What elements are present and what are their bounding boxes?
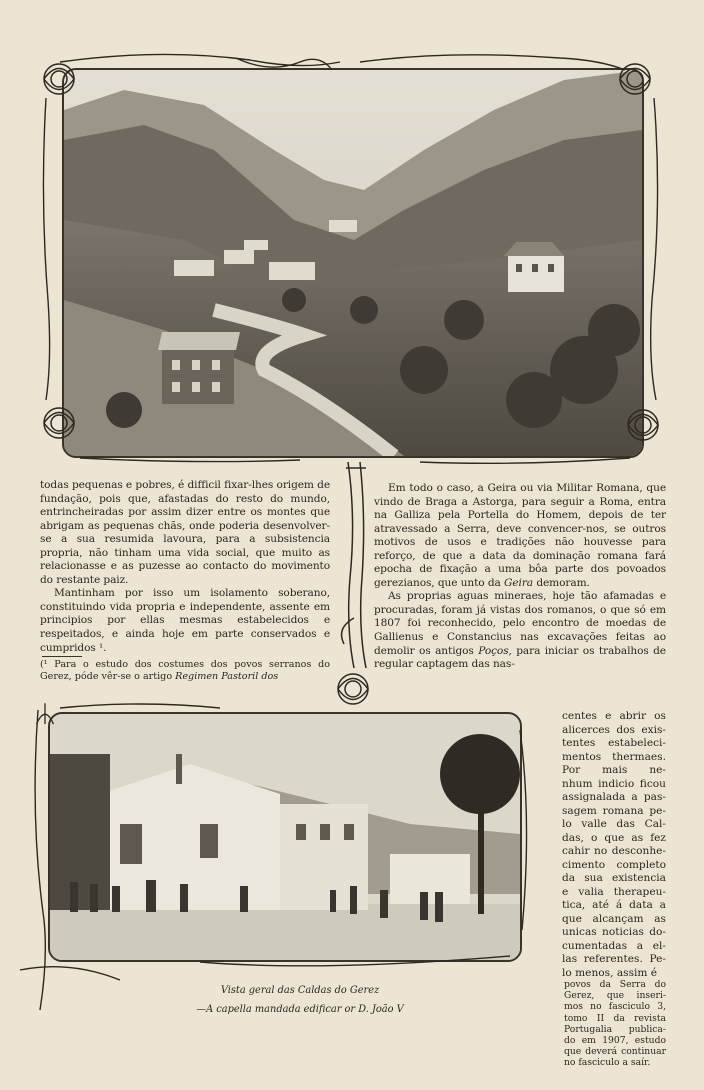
narrow_column-line: da sua existencia — [562, 872, 666, 884]
bottom-frame-ornament — [0, 700, 560, 1020]
narrow_column-line: Por mais ne- — [562, 764, 666, 776]
narrow_column-line: lo menos, assim é — [562, 966, 658, 979]
rose-ornament-icon — [36, 400, 82, 446]
narrow_footnote-line: que deverá continuar — [564, 1046, 666, 1058]
right-column — [374, 482, 666, 672]
footnote-text: Para o estudo dos costumes dos povos serranos do Gerez, póde vêr-se o artigo — [40, 659, 330, 683]
narrow_column-line: tentes estabeleci- — [562, 737, 666, 749]
rose-ornament-icon — [36, 56, 82, 102]
narrow_column-line: unicas noticias do- — [562, 926, 666, 938]
narrow_column-line: assignalada a pas- — [562, 791, 666, 803]
left-paragraph-2: Mantinham por isso um isolamento soberano, constituindo vida propria e independente, assente em principios por ellas mesmas estabelecidos e respeitados, e ainda hoje em parte conservados e cumpridos ¹. — [40, 587, 330, 654]
rose-ornament-icon — [612, 56, 658, 102]
narrow_column-line: sagem romana pe- — [562, 804, 666, 817]
narrow_column-line: alicerces dos exis- — [562, 723, 666, 736]
left-column — [40, 479, 330, 655]
narrow_footnote-line: povos da Serra do — [564, 979, 666, 990]
caption-bottom-photo: —A capella mandada edificar or D. João V — [196, 1004, 404, 1015]
narrow_column-line: tica, até á data a — [562, 899, 666, 911]
rose-ornament-icon — [620, 402, 666, 448]
geira-term: Geira — [504, 576, 534, 589]
right-paragraph-1: Em todo o caso, a Geira ou via Militar Romana, que vindo de Braga a Astorga, para seguir a Roma, entra na Galliza pela Portella do Homem, depois de ter atravessado a Serra, deve convencer-nos, se outros motivos de usos e tradições não houvesse para reforço, de que a data da dominação romana fará epocha de fixação a uma bôa parte dos povoados gerezianos, que unto da Geira demoram. — [374, 482, 666, 589]
footnote — [40, 659, 330, 684]
left-paragraph-1: todas pequenas e pobres, é difficil fixar-lhes origem de fundação, pois que, afastadas do resto do mundo, entrincheiradas por assim dizer entre os montes que abrigam as pequenas chãs, onde poderia desenvolver-se a sua resumida lavoura, para a subsistencia propria, não tinham uma vida social, que muito as relacionasse e as puzesse ao contacto do movimento do restante paiz. — [40, 479, 330, 586]
footnote-marker: (¹ — [40, 659, 48, 670]
narrow-footnote — [564, 979, 666, 1069]
narrow_column-line: das, o que as fez — [562, 831, 666, 844]
narrow_column-line: e valia therapeu- — [562, 885, 666, 898]
narrow_column-line: lo valle das Cal- — [562, 818, 666, 830]
tulip-ornament-icon — [30, 698, 60, 728]
top-frame-ornament — [0, 0, 704, 470]
narrow_column-line: cahir no desconhe- — [562, 845, 666, 857]
narrow_footnote-line: no fasciculo a saír. — [564, 1057, 651, 1069]
narrow_footnote-line: do em 1907, estudo — [564, 1035, 666, 1047]
footnote-rule — [42, 656, 82, 657]
narrow-column — [562, 710, 666, 980]
narrow_footnote-line: Portugalia publica- — [564, 1023, 666, 1035]
caption-top-photo: Vista geral das Caldas do Gerez — [220, 985, 380, 996]
narrow_footnote-line: tomo II da revista — [564, 1012, 666, 1024]
pocos-term: Poços, — [478, 644, 512, 657]
right-paragraph-2: As proprias aguas mineraes, hoje tão afamadas e procuradas, foram já vistas dos romanos, o que só em 1807 foi reconhecido, pelo encontro de moedas de Gallienus e Constancius nas excavações feitas ao demolir os antigos Poços, para iniciar os trabalhos de regular captagem das nas- — [374, 590, 666, 671]
narrow_column-line: cimento completo — [562, 858, 666, 871]
narrow_footnote-line: Gerez, que inseri- — [564, 990, 666, 1002]
narrow_column-line: cumentadas a el- — [562, 939, 666, 952]
narrow_column-line: las referentes. Pe- — [562, 953, 666, 965]
narrow_column-line: mentos thermaes. — [562, 750, 666, 763]
narrow_column-line: nhum indicio ficou — [562, 777, 666, 790]
narrow_column-line: que alcançam as — [562, 912, 666, 925]
footnote-title: Regimen Pastoril dos — [175, 671, 279, 683]
narrow_column-line: centes e abrir os — [562, 710, 666, 722]
narrow_footnote-line: mos no fasciculo 3, — [564, 1001, 666, 1013]
